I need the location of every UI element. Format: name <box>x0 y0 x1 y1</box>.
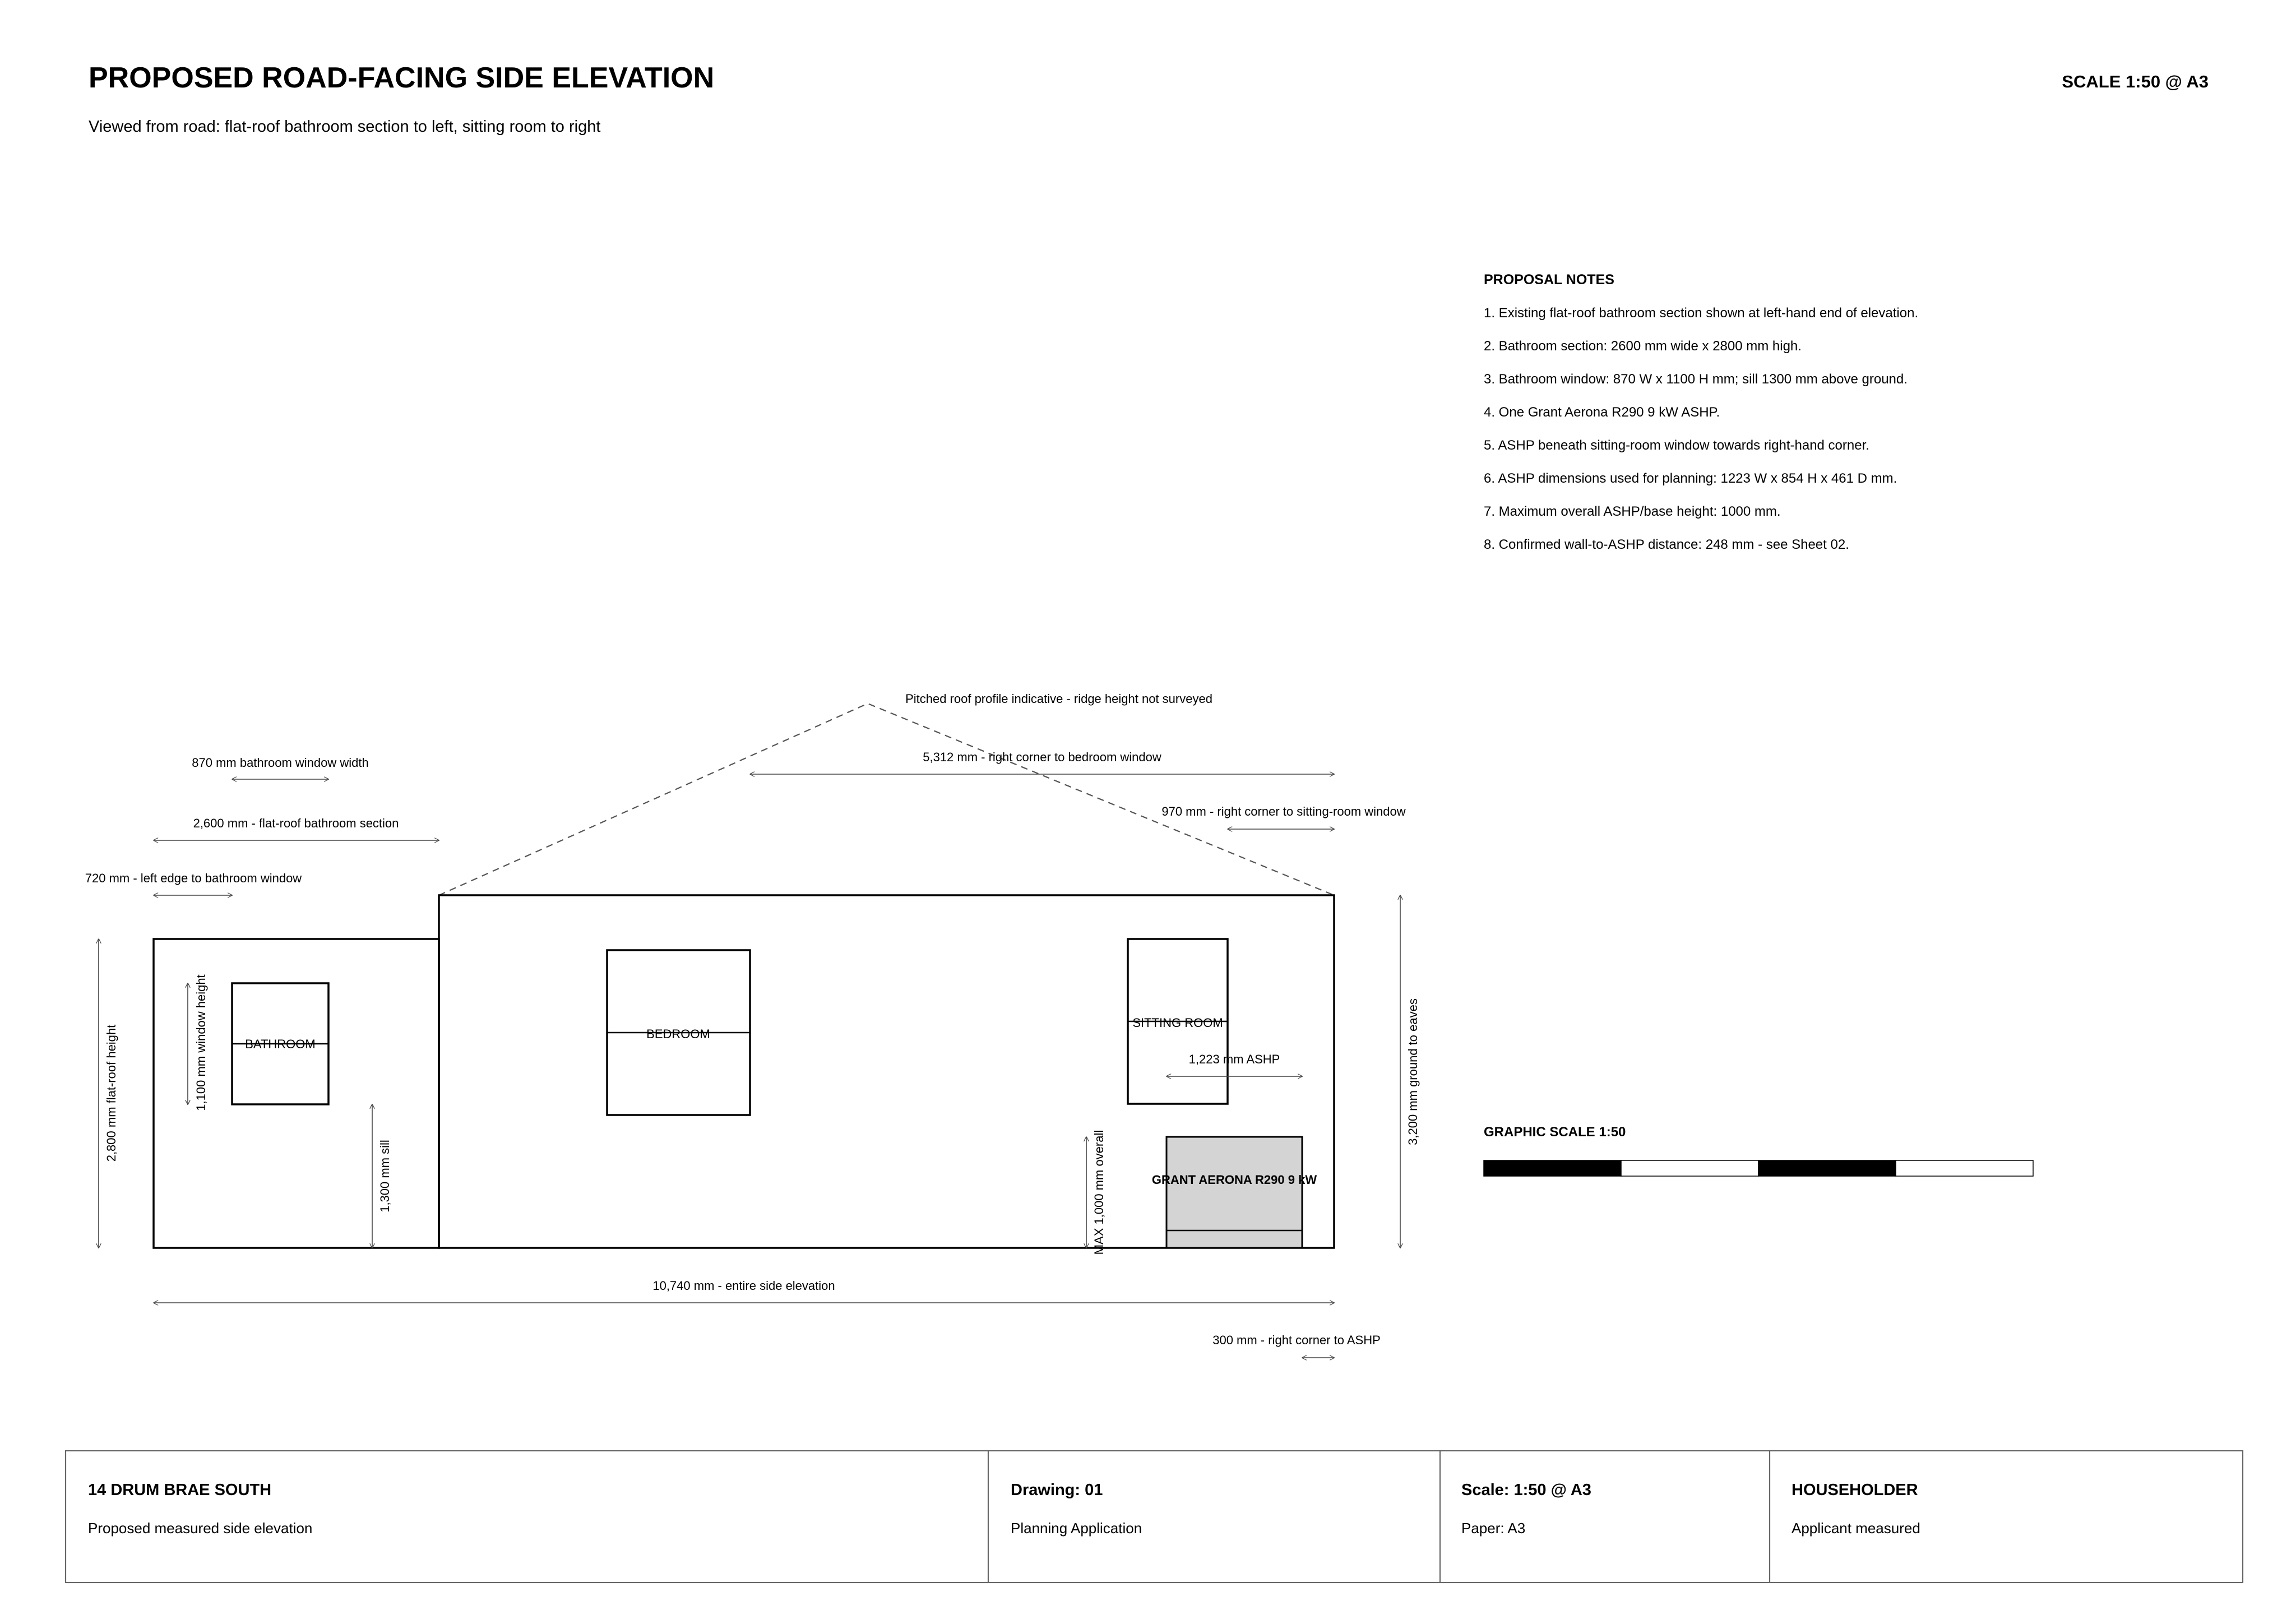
title-block-scale: Scale: 1:50 @ A3 <box>1461 1481 1591 1499</box>
dim-corner-sitting: 970 mm - right corner to sitting-room window <box>1161 804 1406 818</box>
note-item: 5. ASHP beneath sitting-room window towards right-hand corner. <box>1484 438 1869 453</box>
graphic-scale-label: GRAPHIC SCALE 1:50 <box>1484 1125 1626 1140</box>
scale-bar-segment <box>1758 1160 1896 1176</box>
application-category: HOUSEHOLDER <box>1792 1481 1918 1499</box>
drawing-description: Proposed measured side elevation <box>88 1520 313 1537</box>
dim-flat-roof-section: 2,600 mm - flat-roof bathroom section <box>193 816 399 830</box>
scale-bar-segment <box>1621 1160 1758 1176</box>
drawing-number: Drawing: 01 <box>1011 1481 1103 1499</box>
scale-label-top: SCALE 1:50 @ A3 <box>2062 72 2209 91</box>
dim-sill: 1,300 mm sill <box>378 1140 392 1213</box>
roof-note: Pitched roof profile indicative - ridge height not surveyed <box>905 692 1212 706</box>
page-title: PROPOSED ROAD-FACING SIDE ELEVATION <box>89 62 715 94</box>
proposal-notes <box>1484 272 1918 552</box>
ashp-label: GRANT AERONA R290 9 kW <box>1151 1173 1317 1187</box>
scale-bar-segment <box>1896 1160 2033 1176</box>
dim-left-edge-window: 720 mm - left edge to bathroom window <box>85 871 302 885</box>
measured-by: Applicant measured <box>1792 1520 1920 1537</box>
dim-max-overall: MAX 1,000 mm overall <box>1092 1130 1106 1255</box>
bathroom-label: BATHROOM <box>245 1037 316 1051</box>
note-item: 2. Bathroom section: 2600 mm wide x 2800 mm high. <box>1484 339 1802 354</box>
page-subtitle: Viewed from road: flat-roof bathroom section to left, sitting room to right <box>89 118 601 136</box>
note-item: 4. One Grant Aerona R290 9 kW ASHP. <box>1484 405 1720 420</box>
dim-bath-window-width: 870 mm bathroom window width <box>192 756 369 770</box>
scale-bar-segment <box>1484 1160 1621 1176</box>
note-item: 8. Confirmed wall-to-ASHP distance: 248 mm - see Sheet 02. <box>1484 537 1849 552</box>
note-item: 3. Bathroom window: 870 W x 1100 H mm; sill 1300 mm above ground. <box>1484 372 1908 387</box>
pitched-roof-outline <box>439 704 1334 895</box>
sitting-room-label: SITTING ROOM <box>1132 1016 1223 1030</box>
dim-window-height: 1,100 mm window height <box>194 974 208 1111</box>
notes-heading: PROPOSAL NOTES <box>1484 272 1614 288</box>
dim-ground-eaves: 3,200 mm ground to eaves <box>1406 998 1420 1145</box>
drawing-type: Planning Application <box>1011 1520 1142 1537</box>
note-item: 6. ASHP dimensions used for planning: 1223 W x 854 H x 461 D mm. <box>1484 471 1897 486</box>
title-block-frame <box>66 1451 2243 1583</box>
paper-size: Paper: A3 <box>1461 1520 1526 1537</box>
dim-entire-elevation: 10,740 mm - entire side elevation <box>652 1279 835 1293</box>
project-address: 14 DRUM BRAE SOUTH <box>88 1481 272 1499</box>
ashp-unit <box>1166 1137 1302 1248</box>
graphic-scale <box>1484 1125 2033 1176</box>
dim-corner-bedroom: 5,312 mm - right corner to bedroom window <box>923 750 1161 764</box>
dim-corner-ashp: 300 mm - right corner to ASHP <box>1212 1333 1381 1347</box>
dim-flat-roof-height: 2,800 mm flat-roof height <box>104 1024 118 1162</box>
note-item: 7. Maximum overall ASHP/base height: 1000 mm. <box>1484 504 1781 519</box>
dim-ashp-width: 1,223 mm ASHP <box>1188 1052 1280 1066</box>
note-item: 1. Existing flat-roof bathroom section shown at left-hand end of elevation. <box>1484 306 1919 321</box>
bedroom-label: BEDROOM <box>646 1027 710 1041</box>
title-block <box>66 1451 2243 1583</box>
